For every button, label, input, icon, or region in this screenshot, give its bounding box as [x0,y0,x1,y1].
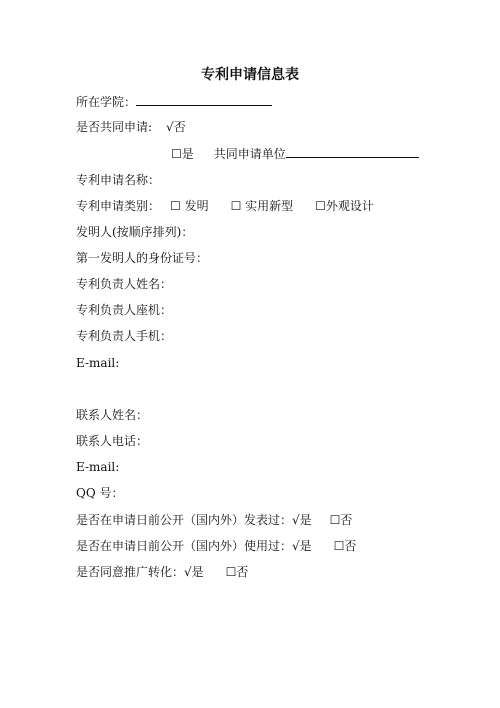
school-label: 所在学院： [76,95,137,109]
patent-name-label: 专利申请名称： [76,173,161,187]
leader-phone-row [76,302,172,318]
inventors-label: 发明人(按顺序排列)： [76,225,194,239]
page-title: 专利申请信息表 [201,67,299,83]
contact-phone-row [76,433,148,449]
joint-unit-row [171,145,419,162]
contact-phone-label: 联系人电话： [76,434,149,448]
joint-label: 是否共同申请: [76,120,153,134]
inventors-row [76,224,193,240]
contact-name-label: 联系人姓名： [76,408,149,422]
first-inventor-id-label: 第一发明人的身份证号： [76,251,209,265]
published-yes-option[interactable]: √是 [292,513,312,527]
used-yes-option[interactable]: √是 [292,539,312,553]
patent-type-design[interactable]: ☐外观设计 [315,199,374,213]
first-inventor-id-row [76,250,208,266]
published-no-option[interactable]: ☐否 [329,513,353,527]
patent-type-label: 专利申请类别： [76,199,161,213]
promote-label: 是否同意推广转化： [76,565,185,579]
patent-type-invention[interactable]: ☐ 发明 [170,199,209,213]
leader-name-label: 专利负责人姓名： [76,277,173,291]
used-row [76,538,356,554]
email-label-1: E-mail: [76,356,120,370]
school-row [76,93,272,110]
email-row-2 [76,459,119,475]
leader-phone-label: 专利负责人座机： [76,303,173,317]
promote-yes-option[interactable]: √是 [184,565,204,579]
leader-mobile-row [76,328,172,344]
patent-type-utility[interactable]: ☐ 实用新型 [230,199,294,213]
leader-name-row [76,276,172,292]
patent-name-row [76,172,160,188]
joint-yes-option[interactable]: ☐是 [171,147,194,161]
used-label: 是否在申请日前公开（国内外）使用过： [76,539,293,553]
promote-no-option[interactable]: ☐否 [225,565,249,579]
leader-mobile-label: 专利负责人手机： [76,329,173,343]
email-label-2: E-mail: [76,460,120,474]
qq-label: QQ 号： [76,486,124,500]
used-no-option[interactable]: ☐否 [333,539,357,553]
contact-name-row [76,407,148,423]
patent-type-row [76,198,374,214]
qq-row [76,485,124,501]
joint-row [76,119,186,135]
joint-unit-label: 共同申请单位 [213,147,286,161]
joint-unit-blank[interactable] [286,145,419,158]
published-label: 是否在申请日前公开（国内外）发表过： [76,513,293,527]
promote-row [76,564,248,580]
published-row [76,512,352,528]
joint-no-option[interactable]: √否 [166,120,186,134]
school-blank[interactable] [136,93,272,106]
email-row-1 [76,355,119,371]
